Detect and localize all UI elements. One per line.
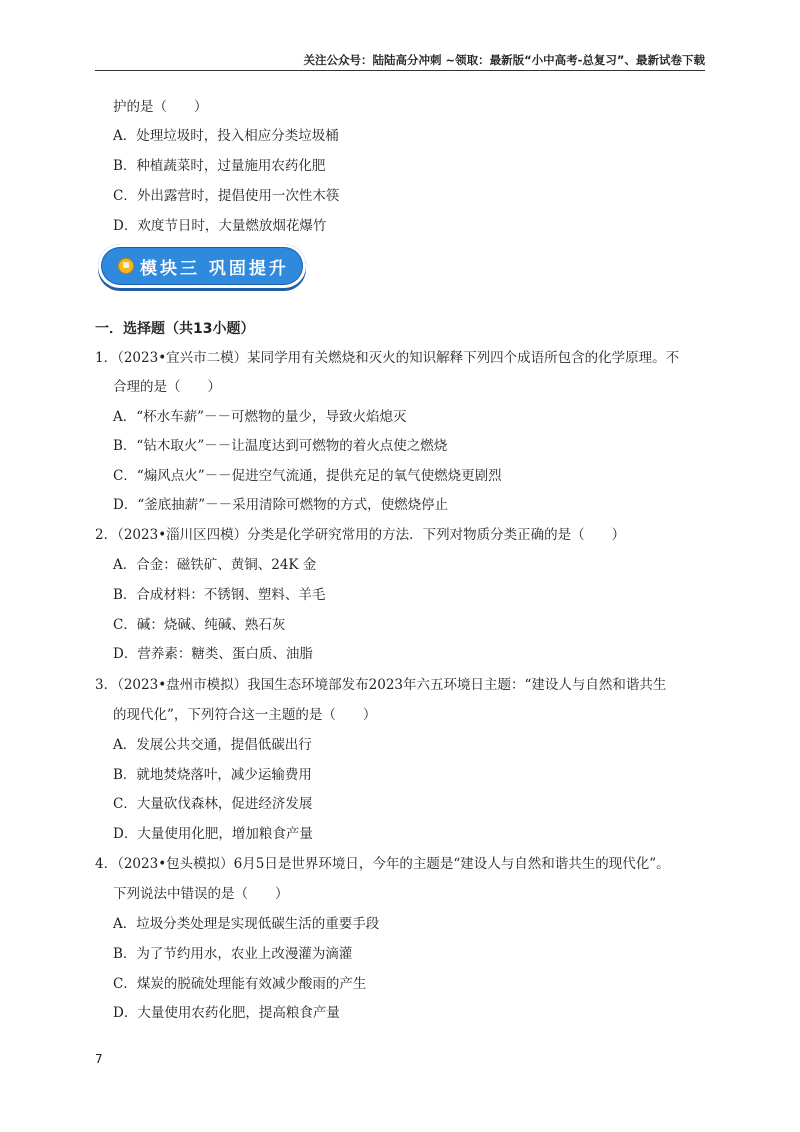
question-1-option-b: B．“钻木取火”－－让温度达到可燃物的着火点使之燃烧	[113, 438, 448, 454]
question-3-option-b: B．就地焚烧落叶，减少运输费用	[113, 767, 312, 783]
question-stem-continuation: 护的是（ ）	[113, 99, 208, 115]
question-3-option-c: C．大量砍伐森林，促进经济发展	[113, 796, 313, 812]
question-1-stem: 1．（2023•宜兴市二模）某同学用有关燃烧和灭火的知识解释下列四个成语所包含的化学原理。不	[95, 350, 680, 366]
module-banner	[98, 244, 306, 288]
question-3-stem: 3．（2023•盘州市模拟）我国生态环境部发布2023年六五环境日主题：“建设人与自然和谐共生	[95, 677, 667, 693]
trophy-icon	[118, 258, 134, 274]
question-1-option-a: A．“杯水车薪”－－可燃物的量少，导致火焰熄灭	[113, 409, 407, 425]
option-a: A．处理垃圾时，投入相应分类垃圾桶	[113, 128, 339, 144]
question-4-stem: 4．（2023•包头模拟）6月5日是世界环境日，今年的主题是“建设人与自然和谐共生的现代化”。	[95, 856, 670, 872]
section-title: 一．选择题（共13小题）	[95, 321, 255, 337]
question-4-option-b: B．为了节约用水，农业上改漫灌为滴灌	[113, 946, 353, 962]
question-1-stem-line2: 合理的是（ ）	[113, 379, 221, 395]
option-c: C．外出露营时，提倡使用一次性木筷	[113, 188, 340, 204]
question-2-option-c: C．碱：烧碱、纯碱、熟石灰	[113, 617, 286, 633]
option-d: D．欢度节日时，大量燃放烟花爆竹	[113, 218, 327, 234]
question-3-option-a: A．发展公共交通，提倡低碳出行	[113, 737, 312, 753]
page-number: 7	[95, 1052, 103, 1066]
question-2-option-b: B．合成材料：不锈钢、塑料、羊毛	[113, 587, 326, 603]
question-1-option-d: D．“釜底抽薪”－－采用清除可燃物的方式，使燃烧停止	[113, 497, 449, 513]
question-3-option-d: D．大量使用化肥，增加粮食产量	[113, 826, 313, 842]
banner-label: 模块三 巩固提升	[140, 259, 289, 279]
question-2-option-a: A．合金：磁铁矿、黄铜、24K 金	[113, 557, 317, 573]
question-4-stem-line2: 下列说法中错误的是（ ）	[113, 886, 289, 902]
question-1-option-c: C．“煽风点火”－－促进空气流通，提供充足的氧气使燃烧更剧烈	[113, 468, 502, 484]
question-3-stem-line2: 的现代化”，下列符合这一主题的是（ ）	[113, 707, 377, 723]
option-b: B．种植蔬菜时，过量施用农药化肥	[113, 158, 326, 174]
page-header	[95, 50, 705, 71]
question-4-option-c: C．煤炭的脱硫处理能有效减少酸雨的产生	[113, 976, 367, 992]
question-4-option-d: D．大量使用农药化肥，提高粮食产量	[113, 1005, 340, 1021]
question-4-option-a: A．垃圾分类处理是实现低碳生活的重要手段	[113, 916, 380, 932]
header-text: 关注公众号：陆陆高分冲刺 ~领取：最新版“小中高考-总复习”、最新试卷下载	[303, 53, 705, 67]
question-2-option-d: D．营养素：糖类、蛋白质、油脂	[113, 646, 313, 662]
question-2-stem: 2．（2023•淄川区四模）分类是化学研究常用的方法．下列对物质分类正确的是（ ）	[95, 527, 626, 543]
